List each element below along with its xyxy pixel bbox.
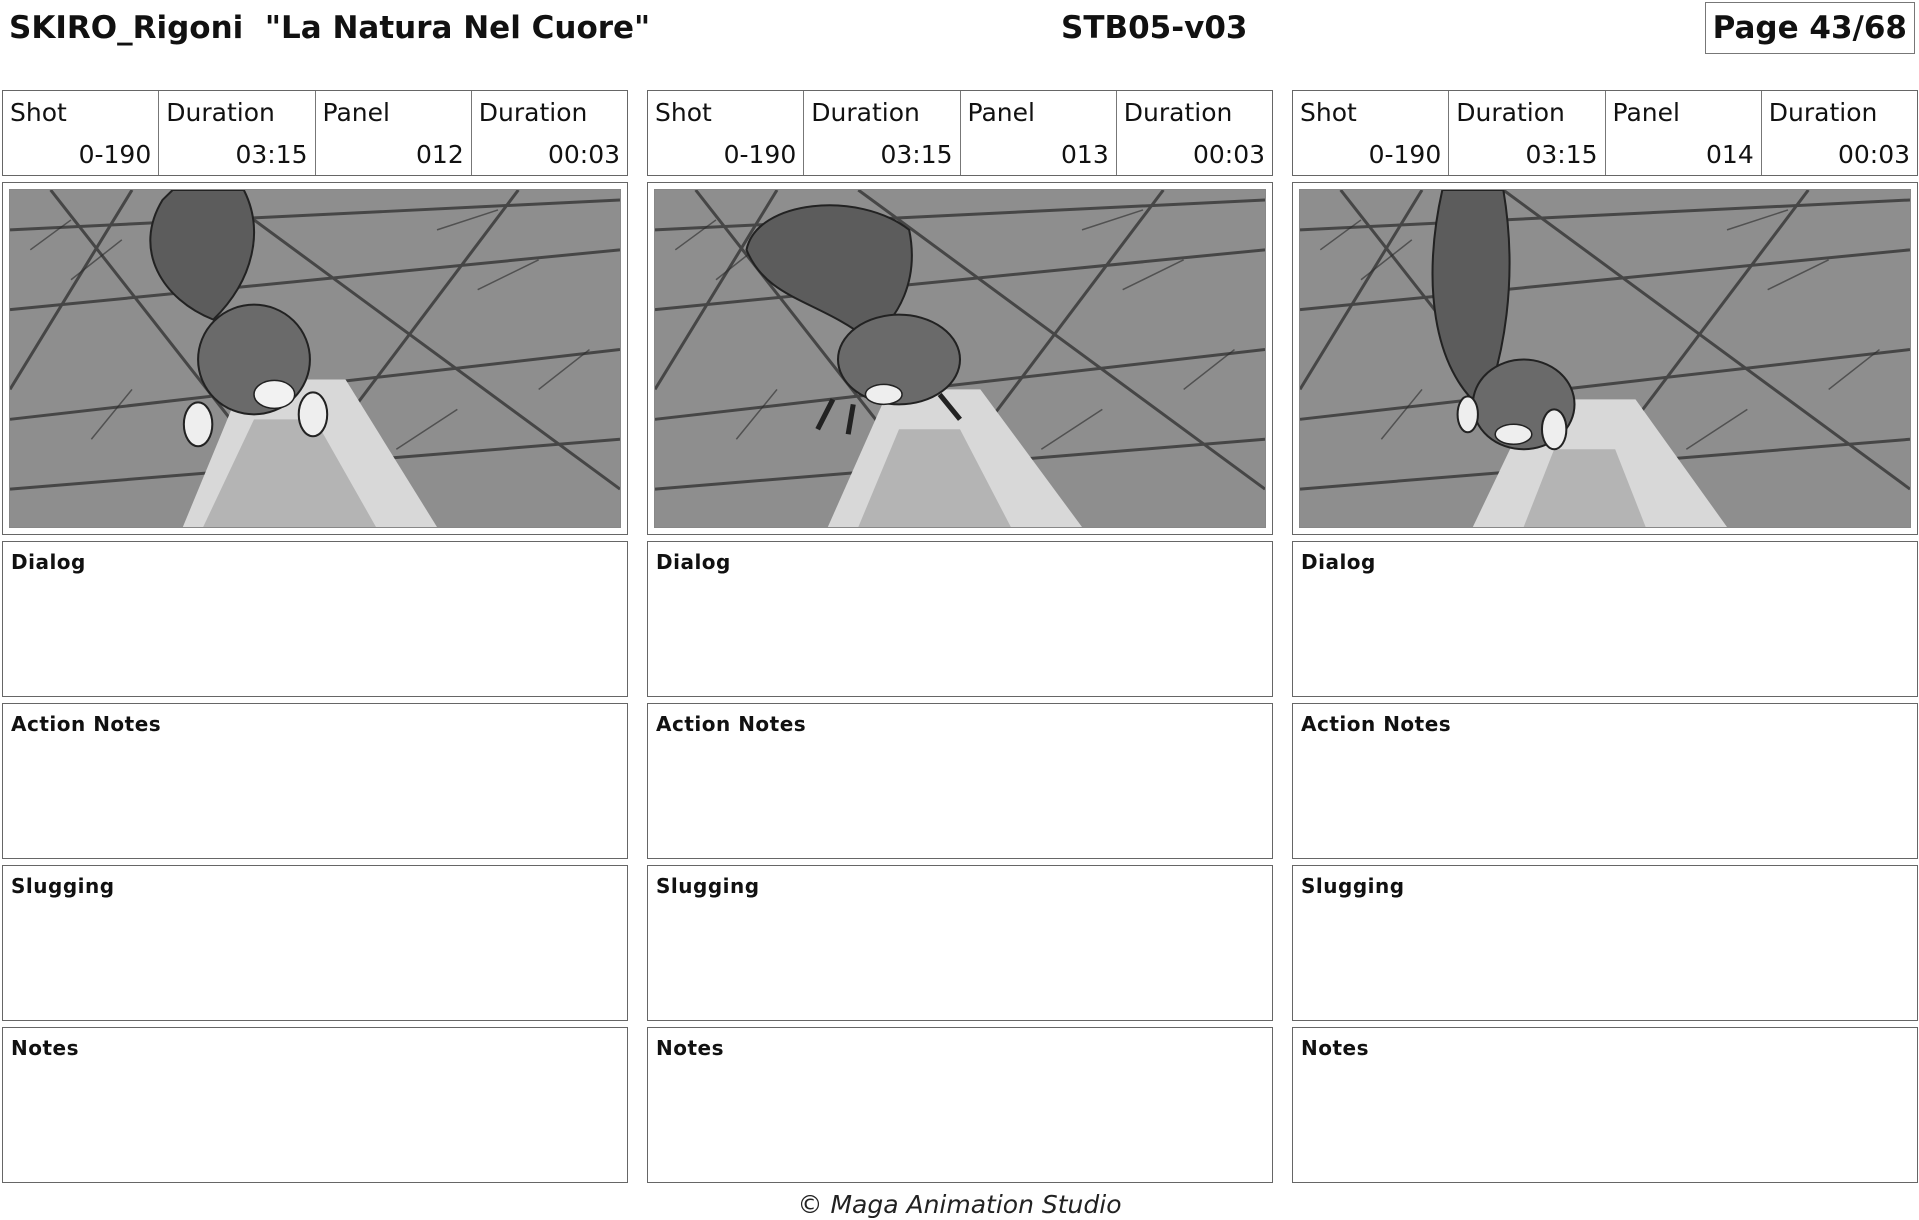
- panel-frame: [2, 182, 628, 535]
- slugging-box[interactable]: [1292, 865, 1918, 1021]
- shot-value: 0-190: [723, 140, 797, 169]
- page-number: Page 43/68: [1705, 2, 1915, 54]
- notes-label: Notes: [656, 1036, 725, 1060]
- shot-label: Shot: [655, 98, 712, 127]
- duration-label: Duration: [1456, 98, 1565, 127]
- shot-cell: [1293, 91, 1449, 175]
- shot-duration-value: 03:15: [880, 140, 953, 169]
- action-notes-label: Action Notes: [1301, 712, 1452, 736]
- panel-value: 014: [1706, 140, 1754, 169]
- notes-box[interactable]: [647, 1027, 1273, 1183]
- shot-duration-value: 03:15: [1525, 140, 1598, 169]
- panel-duration-cell: [1762, 91, 1917, 175]
- panel-duration-value: 00:03: [1192, 140, 1265, 169]
- duration-label: Duration: [478, 98, 588, 127]
- storyboard-image: [1299, 189, 1911, 528]
- action-notes-box[interactable]: [2, 703, 628, 859]
- shot-cell: [648, 91, 804, 175]
- action-notes-label: Action Notes: [11, 712, 162, 736]
- shot-label: Shot: [1300, 98, 1357, 127]
- duration-label: Duration: [1123, 98, 1233, 127]
- dialog-box[interactable]: [647, 541, 1273, 697]
- panel-label: Panel: [967, 98, 1035, 127]
- panel-column-3: [1292, 90, 1918, 1183]
- storyboard-image: [9, 189, 621, 528]
- panel-cell: [961, 91, 1117, 175]
- panel-cell: [1606, 91, 1762, 175]
- shot-value: 0-190: [78, 140, 152, 169]
- panel-duration-value: 00:03: [1837, 140, 1910, 169]
- panel-label: Panel: [322, 98, 390, 127]
- shot-duration-cell: [804, 91, 960, 175]
- dialog-label: Dialog: [11, 550, 86, 574]
- duration-label: Duration: [1768, 98, 1878, 127]
- notes-box[interactable]: [2, 1027, 628, 1183]
- notes-label: Notes: [11, 1036, 80, 1060]
- panel-value: 012: [416, 140, 464, 169]
- slugging-label: Slugging: [656, 874, 760, 898]
- board-code: STB05-v03: [1061, 10, 1248, 46]
- panel-column-2: [647, 90, 1273, 1183]
- action-notes-box[interactable]: [1292, 703, 1918, 859]
- panel-duration-value: 00:03: [547, 140, 620, 169]
- panel-header: [1292, 90, 1918, 176]
- shot-cell: [3, 91, 159, 175]
- panel-cell: [316, 91, 472, 175]
- panel-frame: [647, 182, 1273, 535]
- notes-label: Notes: [1301, 1036, 1370, 1060]
- storyboard-image: [654, 189, 1266, 528]
- shot-duration-value: 03:15: [235, 140, 308, 169]
- dialog-label: Dialog: [1301, 550, 1376, 574]
- panel-value: 013: [1061, 140, 1109, 169]
- action-notes-box[interactable]: [647, 703, 1273, 859]
- duration-label: Duration: [811, 98, 920, 127]
- slugging-label: Slugging: [1301, 874, 1405, 898]
- panel-header: [2, 90, 628, 176]
- slugging-label: Slugging: [11, 874, 115, 898]
- dialog-box[interactable]: [1292, 541, 1918, 697]
- copyright-footer: © Maga Animation Studio: [797, 1190, 1122, 1219]
- project-title: SKIRO_Rigoni "La Natura Nel Cuore": [9, 10, 651, 46]
- dialog-box[interactable]: [2, 541, 628, 697]
- panel-label: Panel: [1612, 98, 1680, 127]
- panel-header: [647, 90, 1273, 176]
- panel-column-1: [2, 90, 628, 1183]
- action-notes-label: Action Notes: [656, 712, 807, 736]
- slugging-box[interactable]: [647, 865, 1273, 1021]
- dialog-label: Dialog: [656, 550, 731, 574]
- panel-duration-cell: [472, 91, 627, 175]
- slugging-box[interactable]: [2, 865, 628, 1021]
- shot-duration-cell: [159, 91, 315, 175]
- shot-value: 0-190: [1368, 140, 1442, 169]
- shot-duration-cell: [1449, 91, 1605, 175]
- notes-box[interactable]: [1292, 1027, 1918, 1183]
- duration-label: Duration: [166, 98, 275, 127]
- panel-frame: [1292, 182, 1918, 535]
- panel-duration-cell: [1117, 91, 1272, 175]
- shot-label: Shot: [10, 98, 67, 127]
